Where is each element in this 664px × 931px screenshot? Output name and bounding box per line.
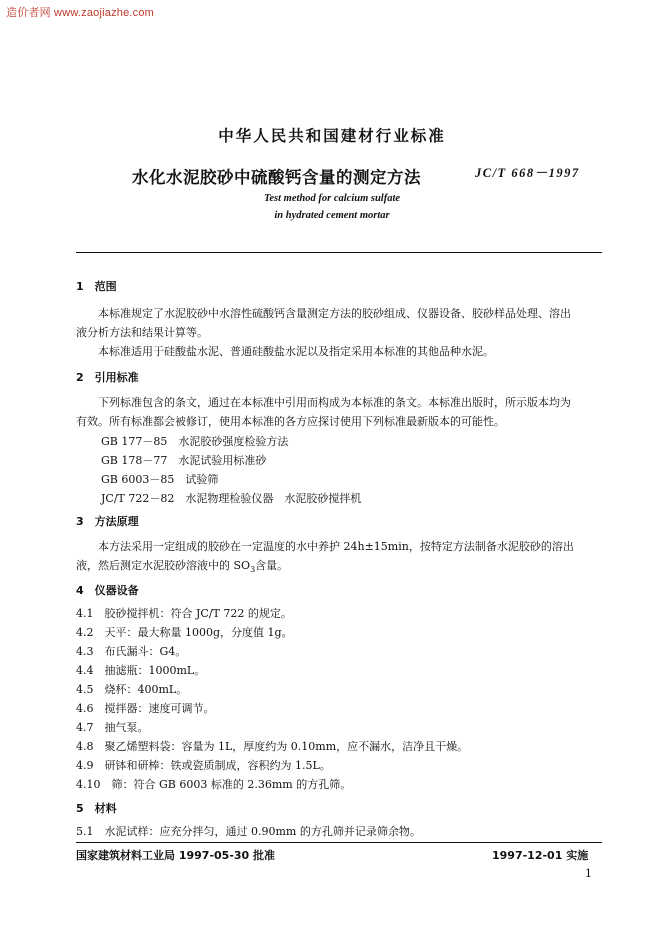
reference-standard: GB 178－77 水泥试验用标准砂 <box>101 454 267 467</box>
document-title-en-line1: Test method for calcium sulfate <box>263 193 401 204</box>
equipment-item: 4.2 天平：最大称量 1000g，分度值 1g。 <box>76 626 293 639</box>
equipment-item: 4.4 抽滤瓶：1000mL。 <box>76 664 206 677</box>
equipment-item: 4.8 聚乙烯塑料袋：容量为 1L，厚度约为 0.10mm，应不漏水，洁净且干燥。 <box>76 740 469 753</box>
reference-standard: JC/T 722－82 水泥物理检验仪器 水泥胶砂搅拌机 <box>101 492 362 505</box>
reference-standard: GB 177－85 水泥胶砂强度检验方法 <box>101 435 289 448</box>
section-4-heading: 4 仪器设备 <box>76 584 139 597</box>
reference-standard: GB 6003－85 试验筛 <box>101 473 219 486</box>
section-2-paragraph-line: 下列标准包含的条文，通过在本标准中引用而构成为本标准的条文。本标准出版时，所示版本均为 <box>76 396 571 409</box>
site-watermark: 造价者网 www.zaojiazhe.com <box>6 7 155 19</box>
document-title-cn: 水化水泥胶砂中硫酸钙含量的测定方法 <box>132 168 421 187</box>
text-segment: 液，然后测定水泥胶砂溶液中的 SO <box>76 559 251 572</box>
section-1-paragraph-line: 液分析方法和结果计算等。 <box>76 326 208 339</box>
section-3-heading: 3 方法原理 <box>76 515 139 528</box>
effective-date: 1997-12-01 实施 <box>492 849 589 862</box>
section-3-paragraph-line <box>76 557 288 574</box>
section-1-heading: 1 范围 <box>76 280 117 293</box>
footer-rule <box>76 842 602 843</box>
issuing-organization: 中华人民共和国建材行业标准 <box>218 127 446 145</box>
equipment-item: 4.3 布氏漏斗：G4。 <box>76 645 187 658</box>
text-segment: 含量。 <box>255 559 289 572</box>
standard-code: JC/T 668－1997 <box>475 166 580 180</box>
equipment-item: 4.5 烧杯：400mL。 <box>76 683 188 696</box>
section-3-paragraph-line: 本方法采用一定组成的胶砂在一定温度的水中养护 24h±15min，按特定方法制备水泥胶砂的溶出 <box>76 540 574 553</box>
header-rule <box>76 252 602 253</box>
equipment-item: 4.7 抽气泵。 <box>76 721 149 734</box>
equipment-item: 4.6 搅拌器：速度可调节。 <box>76 702 215 715</box>
equipment-item: 4.10 筛：符合 GB 6003 标准的 2.36mm 的方孔筛。 <box>76 778 352 791</box>
document-title-en-line2: in hydrated cement mortar <box>274 210 390 221</box>
material-item: 5.1 水泥试样：应充分拌匀，通过 0.90mm 的方孔筛并记录筛余物。 <box>76 825 421 838</box>
page-number: 1 <box>585 867 592 880</box>
equipment-item: 4.9 研钵和研棒：铁或瓷质制成，容积约为 1.5L。 <box>76 759 331 772</box>
section-1-paragraph: 本标准适用于硅酸盐水泥、普通硅酸盐水泥以及指定采用本标准的其他品种水泥。 <box>76 345 494 358</box>
subscript: 3 <box>250 565 256 575</box>
section-2-paragraph-line: 有效。所有标准都会被修订，使用本标准的各方应探讨使用下列标准最新版本的可能性。 <box>76 415 505 428</box>
section-5-heading: 5 材料 <box>76 802 117 815</box>
section-1-paragraph-line: 本标准规定了水泥胶砂中水溶性硫酸钙含量测定方法的胶砂组成、仪器设备、胶砂样品处理、溶出 <box>76 307 571 320</box>
section-2-heading: 2 引用标准 <box>76 371 139 384</box>
equipment-item: 4.1 胶砂搅拌机：符合 JC/T 722 的规定。 <box>76 607 292 620</box>
approval-date: 国家建筑材料工业局 1997-05-30 批准 <box>76 849 276 862</box>
